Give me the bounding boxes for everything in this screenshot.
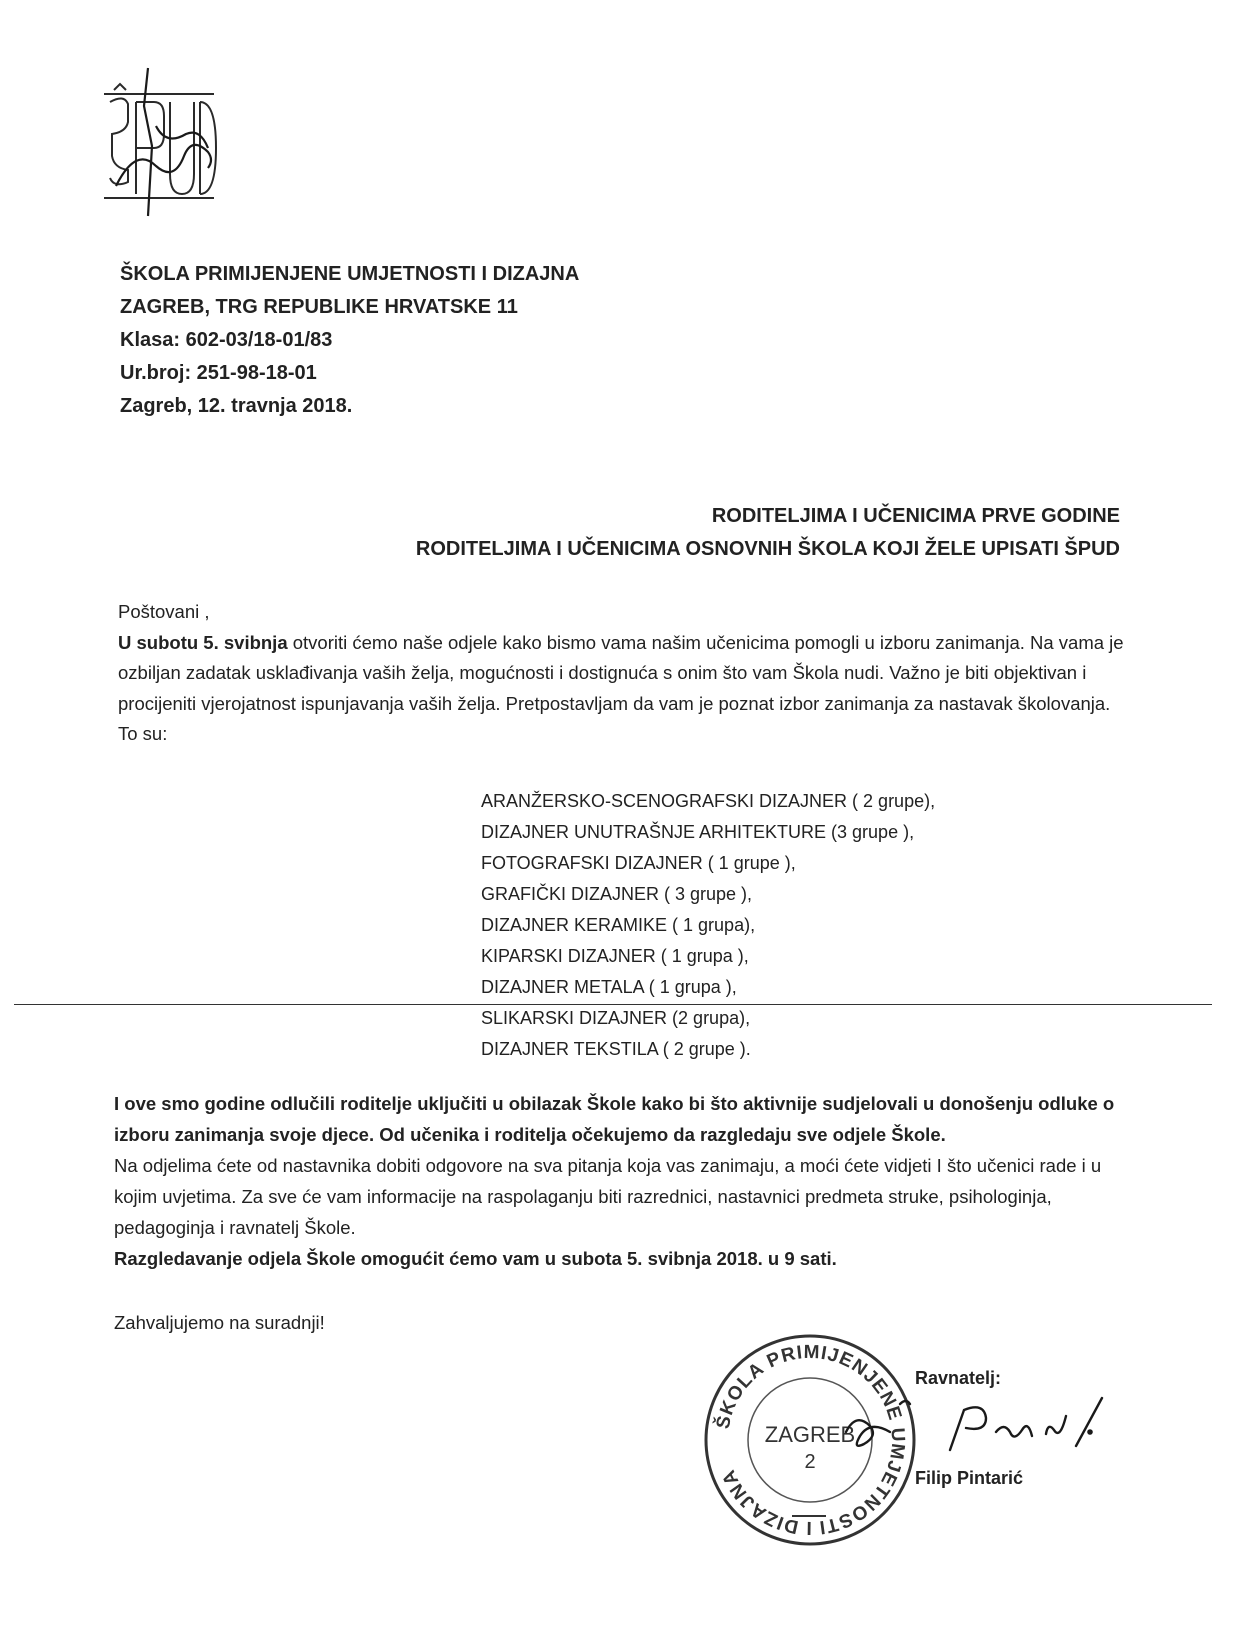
recipient-line-2: RODITELJIMA I UČENICIMA OSNOVNIH ŠKOLA KOJI ŽELE UPISATI ŠPUD xyxy=(415,538,1120,560)
list-item: FOTOGRAFSKI DIZAJNER ( 1 grupe ), xyxy=(481,853,796,873)
school-header xyxy=(120,258,579,423)
recipient-line-1: RODITELJIMA I UČENICIMA PRVE GODINE xyxy=(711,505,1120,527)
list-item: SLIKARSKI DIZAJNER (2 grupa), xyxy=(481,1008,751,1028)
stamp-ring-text: ŠKOLA PRIMIJENJENE UMJETNOSTI I DIZAJNA xyxy=(712,1341,909,1539)
closing-bold-2: Razgledavanje odjela Škole omogućit ćemo vam u subota 5. svibnja 2018. u 9 sati. xyxy=(114,1248,837,1269)
stamp-number: 2 xyxy=(804,1451,816,1473)
thanks-line: Zahvaljujemo na suradnji! xyxy=(114,1312,325,1333)
stamp-city: ZAGREB xyxy=(764,1422,856,1447)
list-item: DIZAJNER METALA ( 1 grupa ), xyxy=(481,977,737,997)
list-item: KIPARSKI DIZAJNER ( 1 grupa ), xyxy=(481,946,749,966)
klasa: Klasa: 602-03/18-01/83 xyxy=(120,329,333,351)
closing-bold-1: I ove smo godine odlučili roditelje uključiti u obilazak Škole kako bi što aktivnije sudjelovali u donošenju odluke o izboru zanimanja svoje djece. Od učenika i roditelja očekujemo da razgledaju sve odjele Škole. xyxy=(114,1093,1115,1145)
intro-paragraph xyxy=(118,628,1128,750)
date: Zagreb, 12. travnja 2018. xyxy=(120,395,353,417)
fold-line xyxy=(14,1004,1212,1005)
list-item: DIZAJNER KERAMIKE ( 1 grupa), xyxy=(481,915,756,935)
intro-text: otvoriti ćemo naše odjele kako bismo vama našim učenicima pomogli u izboru zanimanja. Na vama je ozbiljan zadatak usklađivanja vaših želja, mogućnosti i dostignuća s onim što vam Škola nudi. Važno je biti objektivan i procijeniti vjerojatnost ispunjavanja vaših želja. Pretpostavljam da vam je poznat izbor zanimanja za nastavak školovanja. To su: xyxy=(118,631,1124,744)
list-item: DIZAJNER UNUTRAŠNJE ARHITEKTURE (3 grupe ), xyxy=(481,822,915,842)
intro-date: U subotu 5. svibnja xyxy=(118,631,288,653)
closing-paragraph xyxy=(114,1088,1124,1274)
school-name: ŠKOLA PRIMIJENJENE UMJETNOSTI I DIZAJNA xyxy=(120,263,580,285)
signature-name: Filip Pintarić xyxy=(915,1468,1024,1488)
letter-body xyxy=(118,597,1128,750)
list-item: DIZAJNER TEKSTILA ( 2 grupe ). xyxy=(481,1039,751,1059)
signature-title: Ravnatelj: xyxy=(915,1368,1002,1388)
list-item: ARANŽERSKO-SCENOGRAFSKI DIZAJNER ( 2 grupe), xyxy=(481,791,936,811)
ur-broj: Ur.broj: 251-98-18-01 xyxy=(120,362,317,384)
list-item: GRAFIČKI DIZAJNER ( 3 grupe ), xyxy=(481,884,753,904)
logo-caron xyxy=(114,84,126,90)
spud-logo xyxy=(96,66,226,226)
school-address: ZAGREB, TRG REPUBLIKE HRVATSKE 11 xyxy=(120,296,518,318)
logo-letter-u xyxy=(170,102,194,194)
closing-normal: Na odjelima ćete od nastavnika dobiti odgovore na sva pitanja koja vas zanimaju, a moći ćete vidjeti I što učenici rade i u kojim uvjetima. Za sve će vam informacije na raspolaganju biti razrednici, nastavnici predmeta struke, psihologinja, pedagoginja i ravnatelj Škole. xyxy=(114,1155,1102,1238)
handwritten-signature xyxy=(840,1392,1140,1472)
greeting: Poštovani , xyxy=(118,601,210,622)
program-list xyxy=(481,786,935,1065)
recipients xyxy=(416,500,1120,566)
